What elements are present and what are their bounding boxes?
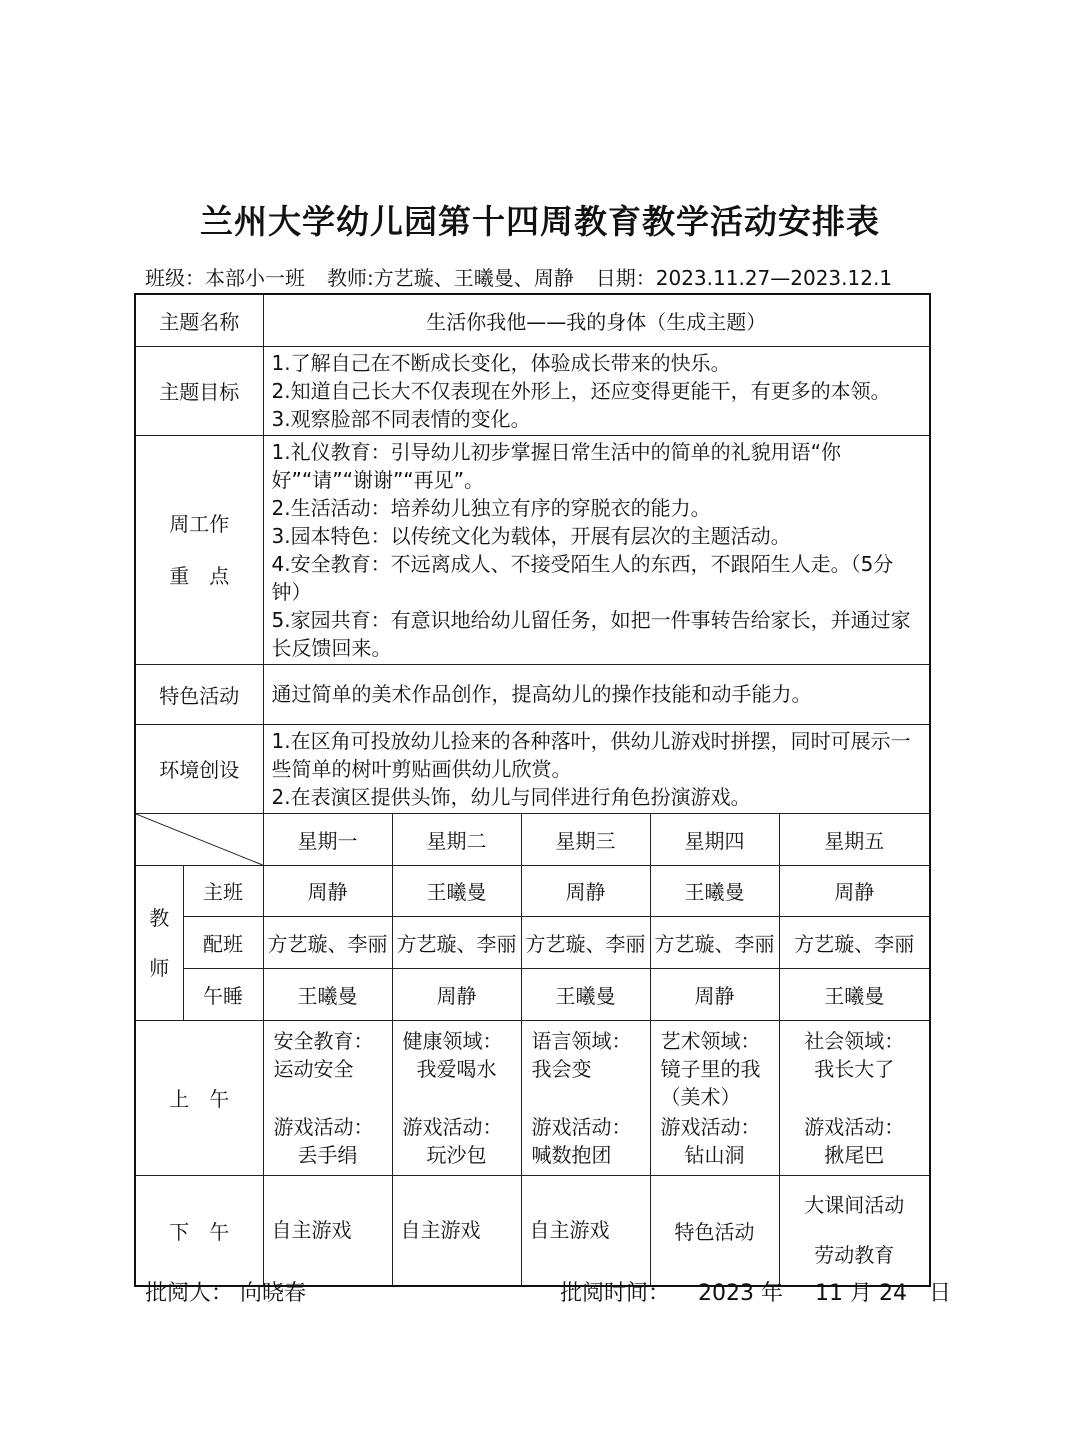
- page-title: 兰州大学幼儿园第十四周教育教学活动安排表: [200, 202, 880, 241]
- review-year-unit: 年: [761, 1281, 784, 1306]
- day-header: 星期一: [263, 813, 392, 865]
- teacher-cell: 王曦曼: [392, 865, 521, 916]
- theme-name-label: 主题名称: [135, 294, 263, 346]
- day-header: 星期三: [521, 813, 650, 865]
- morning-cell: [521, 1020, 650, 1175]
- morning-domain: 健康领域：: [402, 1028, 503, 1053]
- environment-content: [263, 724, 930, 813]
- day-header: 星期五: [779, 813, 930, 865]
- teacher-row-nap: [135, 968, 930, 1020]
- day-header: 星期二: [392, 813, 521, 865]
- role-label: 午睡: [183, 968, 263, 1020]
- teacher-cell: 周静: [779, 865, 930, 916]
- teacher-cell: 王曦曼: [650, 865, 779, 916]
- weekly-focus-label-line2: 重 点: [169, 563, 230, 588]
- morning-cell: [392, 1020, 521, 1175]
- special-activity-label: 特色活动: [135, 664, 263, 724]
- diagonal-line: [136, 814, 263, 865]
- teacher-cell: 周静: [650, 968, 779, 1020]
- morning-topic: 我会变: [531, 1056, 592, 1081]
- review-day-unit: 日: [929, 1281, 952, 1306]
- morning-game: 丢手绢: [297, 1142, 358, 1167]
- friday-afternoon-line1: 大课间活动: [804, 1193, 905, 1218]
- morning-topic: 镜子里的我: [660, 1056, 761, 1081]
- afternoon-cell-friday: [779, 1175, 930, 1286]
- morning-domain: 艺术领域：: [660, 1028, 761, 1053]
- teacher-label-top: 教: [149, 905, 170, 930]
- theme-name-value: 生活你我他——我的身体（生成主题）: [263, 294, 930, 346]
- class-label: 班级：: [145, 266, 205, 290]
- morning-game-label: 游戏活动：: [402, 1114, 503, 1139]
- role-label: 配班: [183, 916, 263, 968]
- morning-topic-note: （美术）: [660, 1084, 741, 1109]
- teacher-cell: 周静: [521, 865, 650, 916]
- teacher-cell: 王曦曼: [263, 968, 392, 1020]
- diagonal-header-cell: [135, 813, 263, 865]
- date-value: 2023.11.27—2023.12.1: [655, 266, 893, 290]
- teacher-label-bottom: 师: [149, 955, 170, 980]
- reviewer-name: 向晓春: [240, 1281, 307, 1306]
- teacher-cell: 周静: [392, 968, 521, 1020]
- weekly-focus-row: [135, 435, 930, 664]
- teacher-cell: 方艺璇、李丽: [392, 916, 521, 968]
- morning-cell: [650, 1020, 779, 1175]
- day-header: 星期四: [650, 813, 779, 865]
- morning-game-label: 游戏活动：: [660, 1114, 761, 1139]
- teacher-cell: 王曦曼: [779, 968, 930, 1020]
- reviewer: [145, 1276, 306, 1307]
- morning-row: [135, 1020, 930, 1175]
- class-value: 本部小一班: [205, 266, 305, 290]
- teacher-row-assist: [135, 916, 930, 968]
- days-header-row: [135, 813, 930, 865]
- morning-game: 揪尾巴: [824, 1142, 885, 1167]
- morning-topic: 我爱喝水: [416, 1056, 497, 1081]
- schedule-table: [134, 293, 931, 1287]
- special-activity-value: 通过简单的美术作品创作，提高幼儿的操作技能和动手能力。: [263, 664, 930, 724]
- teacher-cell: 周静: [263, 865, 392, 916]
- special-activity-row: [135, 664, 930, 724]
- review-year: 2023: [698, 1281, 755, 1306]
- date-label: 日期：: [595, 266, 656, 290]
- environment-item: 1.在区角可投放幼儿捡来的各种落叶，供幼儿游戏时拼摆，同时可展示一些简单的树叶剪贴画供幼儿欣赏。: [271, 728, 911, 781]
- morning-cell: [779, 1020, 930, 1175]
- theme-goals-label: 主题目标: [135, 346, 263, 435]
- review-month: 11: [815, 1281, 844, 1306]
- morning-game: 喊数抱团: [531, 1142, 612, 1167]
- morning-domain: 安全教育：: [273, 1028, 374, 1053]
- environment-label: 环境创设: [135, 724, 263, 813]
- focus-item: 1.礼仪教育：引导幼儿初步掌握日常生活中的简单的礼貌用语“你好”“请”“谢谢”“再见”。: [271, 439, 841, 492]
- weekly-focus-content: [263, 435, 930, 664]
- teacher-cell: 方艺璇、李丽: [521, 916, 650, 968]
- morning-label: 上 午: [135, 1020, 263, 1175]
- afternoon-cell: 自主游戏: [521, 1175, 650, 1286]
- review-month-unit: 月: [850, 1281, 873, 1306]
- morning-domain: 社会领域：: [804, 1028, 905, 1053]
- teacher-row-main: [135, 865, 930, 916]
- environment-item: 2.在表演区提供头饰，幼儿与同伴进行角色扮演游戏。: [271, 784, 751, 809]
- focus-item: 4.安全教育：不远离成人、不接受陌生人的东西，不跟陌生人走。（5分钟）: [271, 551, 894, 604]
- review-day: 24: [879, 1281, 908, 1306]
- focus-item: 2.生活活动：培养幼儿独立有序的穿脱衣的能力。: [271, 495, 711, 520]
- afternoon-cell: 自主游戏: [392, 1175, 521, 1286]
- morning-topic: 运动安全: [273, 1056, 354, 1081]
- review-time: [560, 1276, 951, 1307]
- teacher-value: 方艺璇、王曦曼、周静: [373, 266, 574, 290]
- morning-game-label: 游戏活动：: [804, 1114, 905, 1139]
- focus-item: 5.家园共育：有意识地给幼儿留任务，如把一件事转告给家长，并通过家长反馈回来。: [271, 607, 911, 660]
- teacher-cell: 方艺璇、李丽: [779, 916, 930, 968]
- header-meta: [145, 262, 892, 291]
- teacher-group-label: [135, 865, 183, 1020]
- afternoon-cell: 特色活动: [650, 1175, 779, 1286]
- teacher-cell: 方艺璇、李丽: [263, 916, 392, 968]
- morning-game: 玩沙包: [426, 1142, 487, 1167]
- weekly-focus-label-line1: 周工作: [169, 511, 230, 536]
- environment-row: [135, 724, 930, 813]
- theme-goals-row: [135, 346, 930, 435]
- theme-name-row: [135, 294, 930, 346]
- teacher-label: 教师:: [327, 266, 374, 290]
- goal-item: 1.了解自己在不断成长变化，体验成长带来的快乐。: [271, 350, 731, 375]
- morning-game-label: 游戏活动：: [531, 1114, 632, 1139]
- afternoon-row: [135, 1175, 930, 1286]
- goal-item: 2.知道自己长大不仅表现在外形上，还应变得更能干，有更多的本领。: [271, 378, 891, 403]
- morning-domain: 语言领域：: [531, 1028, 632, 1053]
- reviewer-label: 批阅人：: [145, 1281, 234, 1306]
- focus-item: 3.园本特色：以传统文化为载体，开展有层次的主题活动。: [271, 523, 791, 548]
- theme-goals-content: [263, 346, 930, 435]
- weekly-focus-label: [135, 435, 263, 664]
- review-time-label: 批阅时间：: [560, 1281, 671, 1306]
- afternoon-label: 下 午: [135, 1175, 263, 1286]
- morning-cell: [263, 1020, 392, 1175]
- goal-item: 3.观察脸部不同表情的变化。: [271, 406, 531, 431]
- morning-game: 钻山洞: [684, 1142, 745, 1167]
- teacher-cell: 方艺璇、李丽: [650, 916, 779, 968]
- morning-topic: 我长大了: [814, 1056, 895, 1081]
- friday-afternoon-line2: 劳动教育: [814, 1243, 895, 1268]
- role-label: 主班: [183, 865, 263, 916]
- afternoon-cell: 自主游戏: [263, 1175, 392, 1286]
- teacher-cell: 王曦曼: [521, 968, 650, 1020]
- morning-game-label: 游戏活动：: [273, 1114, 374, 1139]
